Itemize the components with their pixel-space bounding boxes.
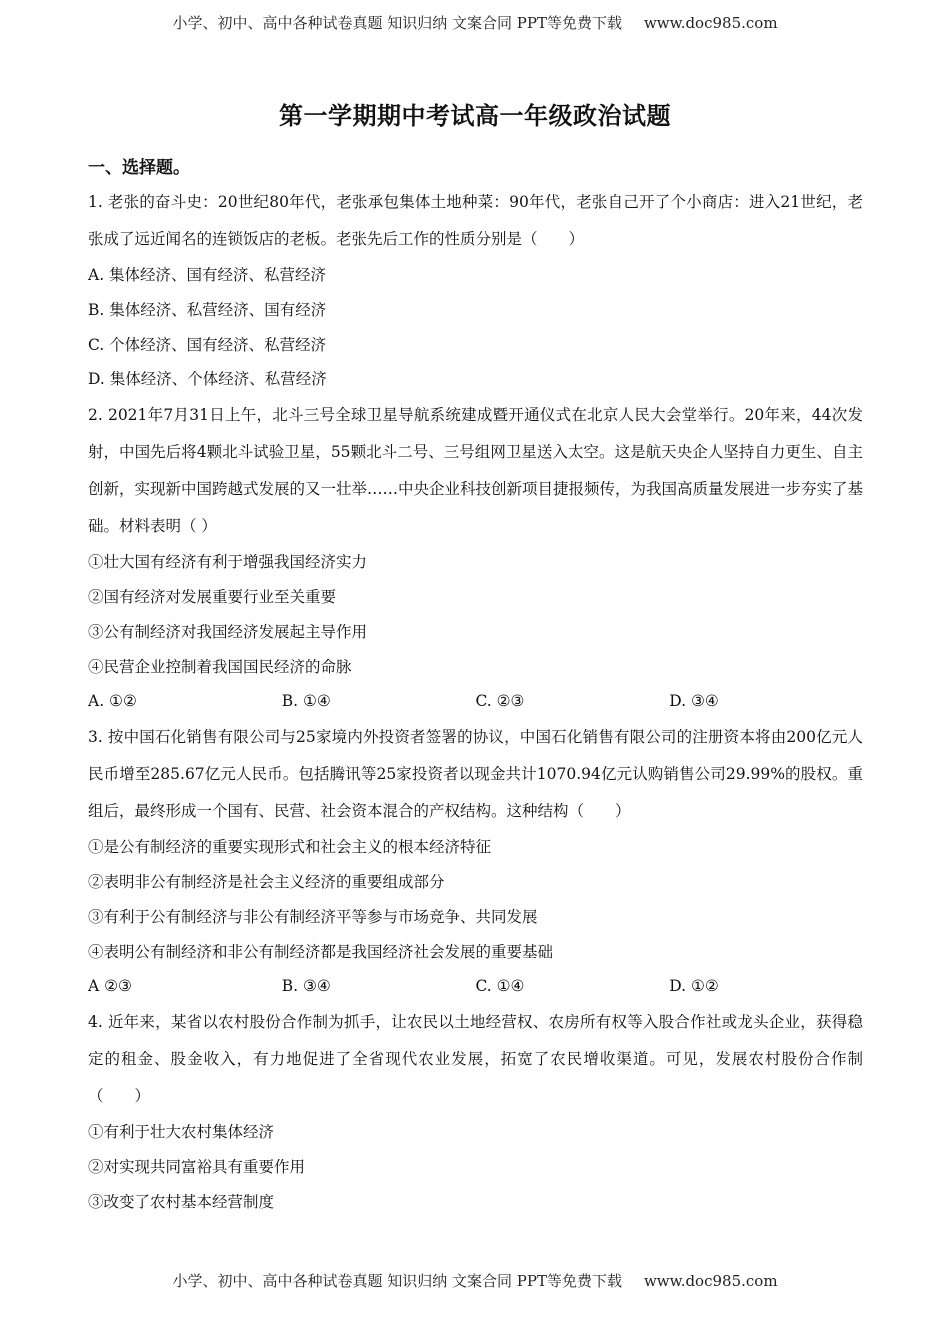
question-list bbox=[88, 184, 863, 1220]
question-stem: 4. 近年来，某省以农村股份合作制为抓手，让农民以土地经营权、农房所有权等入股合作社或龙头企业，获得稳定的租金、股金收入，有力地促进了全省现代农业发展，拓宽了农民增收渠道。可见，发展农村股份合作制（ ） bbox=[88, 1013, 863, 1106]
option-d: D. ③④ bbox=[669, 692, 719, 711]
page-title: 第一学期期中考试高一年级政治试题 bbox=[279, 101, 671, 130]
statement-4: ④表明公有制经济和非公有制经济都是我国经济社会发展的重要基础 bbox=[88, 942, 554, 961]
options-row bbox=[88, 969, 863, 1004]
statement-3: ③有利于公有制经济与非公有制经济平等参与市场竞争、共同发展 bbox=[88, 907, 538, 926]
statement-2: ②对实现共同富裕具有重要作用 bbox=[88, 1157, 306, 1176]
statement-2: ②表明非公有制经济是社会主义经济的重要组成部分 bbox=[88, 872, 445, 891]
option-a: A. 集体经济、国有经济、私营经济 bbox=[88, 266, 327, 284]
question-stem: 3. 按中国石化销售有限公司与25家境内外投资者签署的协议，中国石化销售有限公司的注册资本将由200亿元人民币增至285.67亿元人民币。包括腾讯等25家投资者以现金共计1070.94亿元认购销售公司29.99%的股权。重组后，最终形成一个国有、民营、社会资本混合的产权结构。这种结构（ ） bbox=[88, 728, 863, 821]
question-1 bbox=[88, 184, 863, 397]
question-stem: 2. 2021年7月31日上午，北斗三号全球卫星导航系统建成暨开通仪式在北京人民大会堂举行。20年来，44次发射，中国先后将4颗北斗试验卫星，55颗北斗二号、三号组网卫星送入太空。这是航天央企人坚持自力更生、自主创新，实现新中国跨越式发展的又一壮举……中央企业科技创新项目捷报频传，为我国高质量发展进一步夯实了基础。材料表明（ ） bbox=[88, 406, 864, 536]
question-3 bbox=[88, 719, 863, 1004]
option-b: B. 集体经济、私营经济、国有经济 bbox=[88, 300, 327, 319]
option-a: A ②③ bbox=[88, 977, 132, 996]
section-heading: 一、选择题。 bbox=[88, 158, 190, 178]
statement-1: ①是公有制经济的重要实现形式和社会主义的根本经济特征 bbox=[88, 838, 492, 857]
header-url[interactable]: www.doc985.com bbox=[643, 14, 778, 32]
option-c: C. 个体经济、国有经济、私营经济 bbox=[88, 335, 327, 354]
option-d: D. ①② bbox=[669, 977, 719, 996]
header-text: 小学、初中、高中各种试卷真题 知识归纳 文案合同 PPT等免费下载 bbox=[172, 14, 622, 32]
option-a: A. ①② bbox=[88, 692, 137, 711]
question-stem: 1. 老张的奋斗史：20世纪80年代，老张承包集体土地种菜：90年代，老张自己开了个小商店：进入21世纪，老张成了远近闻名的连锁饭店的老板。老张先后工作的性质分别是（ ） bbox=[88, 193, 863, 248]
question-4 bbox=[88, 1004, 863, 1219]
statement-2: ②国有经济对发展重要行业至关重要 bbox=[88, 587, 337, 606]
statement-1: ①有利于壮大农村集体经济 bbox=[88, 1123, 275, 1142]
footer-url[interactable]: www.doc985.com bbox=[643, 1272, 778, 1290]
option-c: C. ①④ bbox=[475, 977, 525, 996]
statement-4: ④民营企业控制着我国国民经济的命脉 bbox=[88, 657, 352, 676]
option-b: B. ③④ bbox=[281, 977, 331, 996]
options-row bbox=[88, 684, 863, 719]
statement-3: ③改变了农村基本经营制度 bbox=[88, 1192, 275, 1211]
option-c: C. ②③ bbox=[475, 692, 525, 711]
footer-text: 小学、初中、高中各种试卷真题 知识归纳 文案合同 PPT等免费下载 bbox=[172, 1272, 622, 1290]
page-footer bbox=[0, 1270, 950, 1291]
question-2 bbox=[88, 397, 863, 719]
option-b: B. ①④ bbox=[281, 692, 331, 711]
statement-3: ③公有制经济对我国经济发展起主导作用 bbox=[88, 622, 368, 641]
statement-1: ①壮大国有经济有利于增强我国经济实力 bbox=[88, 553, 368, 572]
page-header bbox=[0, 12, 950, 33]
option-d: D. 集体经济、个体经济、私营经济 bbox=[88, 370, 327, 389]
